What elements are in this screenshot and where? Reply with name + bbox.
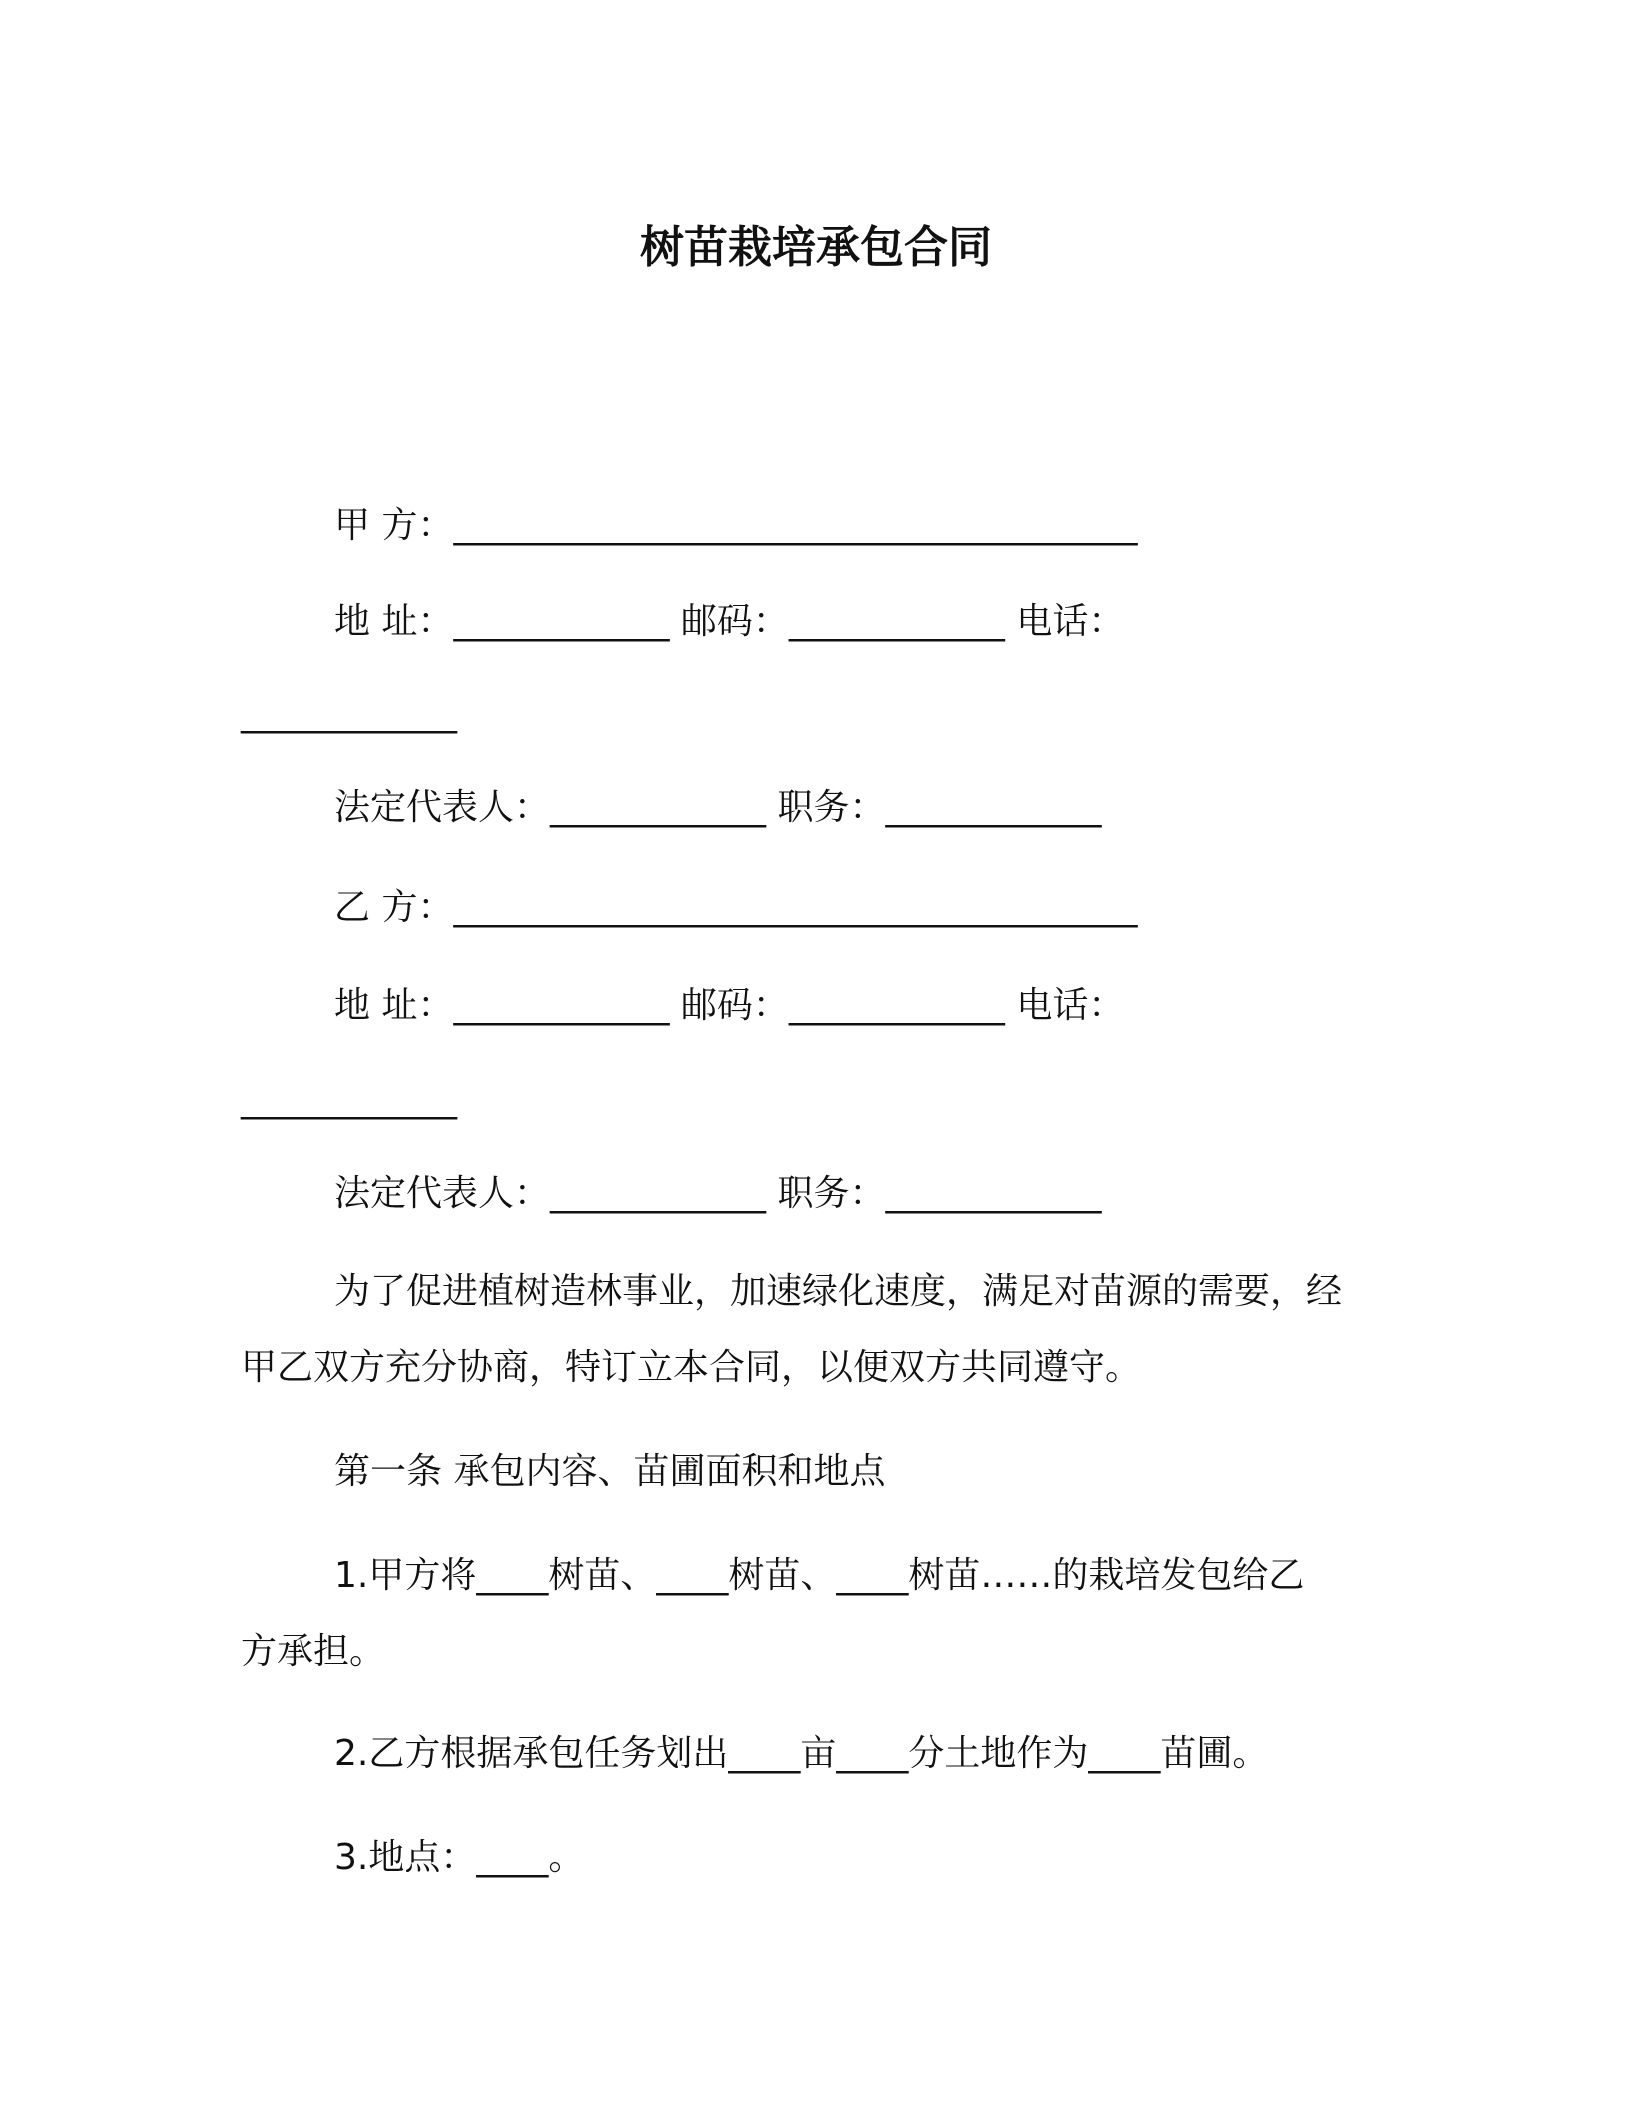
party-a-address-line: 地 址：____________ 邮码：____________ 电话： xyxy=(334,601,1125,642)
preamble-line-1: 为了促进植树造林事业，加速绿化速度，满足对苗源的需要，经 xyxy=(334,1271,1343,1312)
party-b-name-line: 乙 方：______________________________________ xyxy=(334,887,1138,928)
party-b-representative-line: 法定代表人：____________ 职务：____________ xyxy=(334,1173,1102,1214)
party-a-representative-line: 法定代表人：____________ 职务：____________ xyxy=(334,787,1102,828)
article-1-item-2: 2.乙方根据承包任务划出____亩____分土地作为____苗圃。 xyxy=(334,1733,1269,1774)
article-1-item-3: 3.地点：____。 xyxy=(334,1837,585,1878)
party-a-name-line: 甲 方：______________________________________ xyxy=(334,505,1138,546)
party-a-phone-blank: ____________ xyxy=(241,693,457,734)
preamble-line-2: 甲乙双方充分协商，特订立本合同，以便双方共同遵守。 xyxy=(241,1347,1142,1388)
party-b-phone-blank: ____________ xyxy=(241,1079,457,1120)
document-title: 树苗栽培承包合同 xyxy=(640,222,992,273)
article-1-heading: 第一条 承包内容、苗圃面积和地点 xyxy=(334,1451,886,1492)
article-1-item-1-line-2: 方承担。 xyxy=(241,1631,386,1672)
party-b-address-line: 地 址：____________ 邮码：____________ 电话： xyxy=(334,985,1125,1026)
article-1-item-1-line-1: 1.甲方将____树苗、____树苗、____树苗……的栽培发包给乙 xyxy=(334,1555,1305,1596)
